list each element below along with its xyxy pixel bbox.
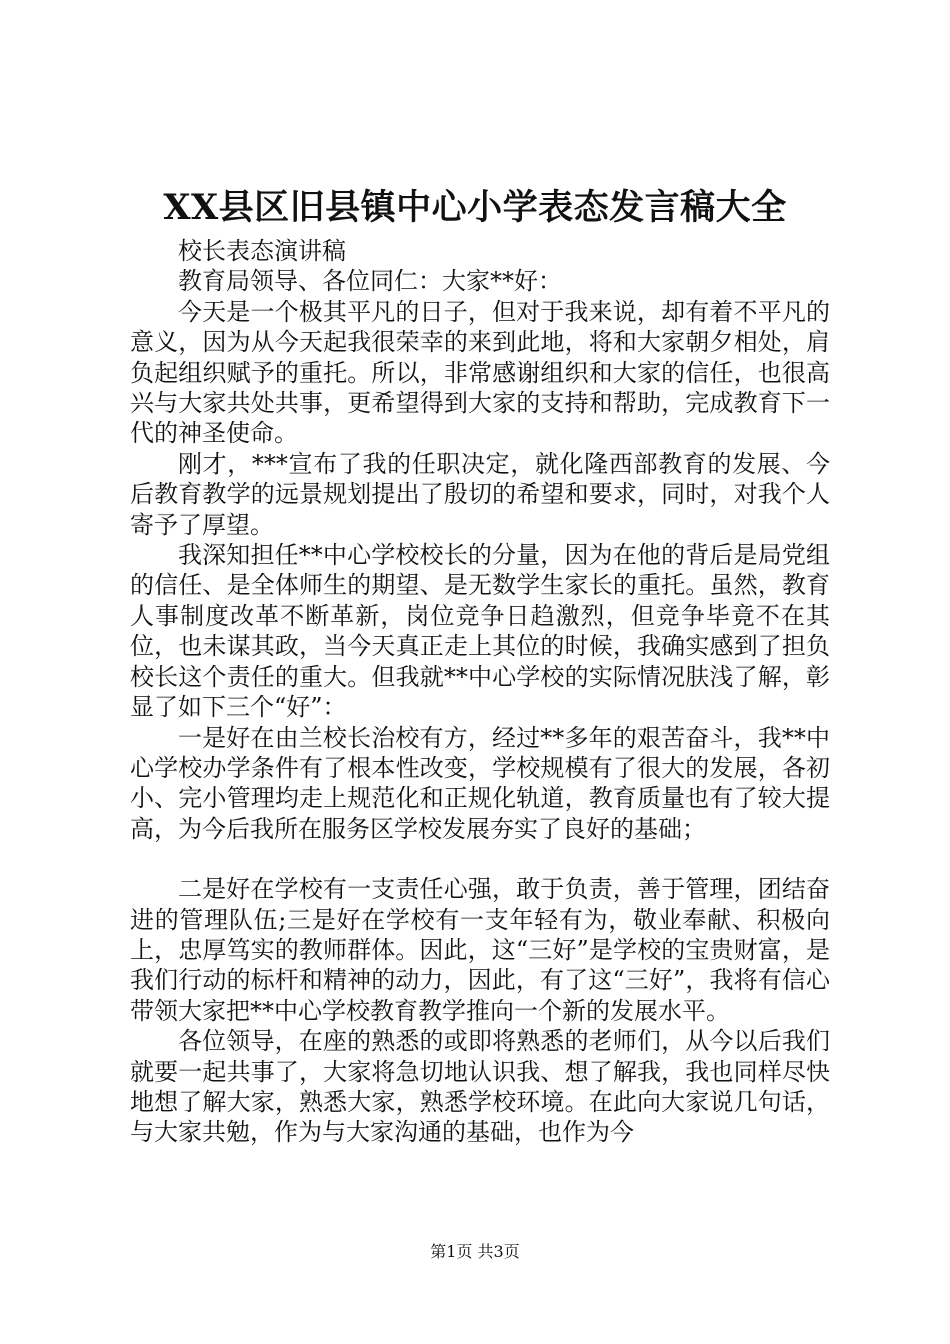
paragraph-salutation: 教育局领导、各位同仁：大家**好： [178,267,562,296]
paragraph: 刚才，***宣布了我的任职决定，就化隆西部教育的发展、今后教育教学的远景规划提出了殷切的希望和要求，同时，对我个人寄予了厚望。 [130,449,830,539]
paragraph-subtitle: 校长表态演讲稿 [178,237,346,265]
paragraph: 我深知担任**中心学校校长的分量，因为在他的背后是局党组的信任、是全体师生的期望、是无数学生家长的重托。虽然，教育人事制度改革不断革新，岗位竞争日趋激烈，但竞争毕竟不在其位，也未谋其政，当今天真正走上其位的时候，我确实感到了担负校长这个责任的重大。但我就**中心学校的实际情况肤浅了解，彰显了如下三个“好”： [130,541,830,722]
paragraph: 一是好在由兰校长治校有方，经过**多年的艰苦奋斗，我**中心学校办学条件有了根本性改变，学校规模有了很大的发展，各初小、完小管理均走上规范化和正规化轨道，教育质量也有了较大提高，为今后我所在服务区学校发展夯实了良好的基础； [130,723,830,843]
document-body [130,236,830,1148]
document-title: XX县区旧县镇中心小学表态发言稿大全 [163,187,787,228]
page-footer: 第1页 共3页 [430,1242,520,1261]
paragraph: 今天是一个极其平凡的日子，但对于我来说，却有着不平凡的意义，因为从今天起我很荣幸的来到此地，将和大家朝夕相处，肩负起组织赋予的重托。所以，非常感谢组织和大家的信任，也很高兴与大家共处共事，更希望得到大家的支持和帮助，完成教育下一代的神圣使命。 [130,297,830,448]
paragraph: 二是好在学校有一支责任心强，敢于负责，善于管理，团结奋进的管理队伍;三是好在学校有一支年轻有为，敬业奉献、积极向上，忠厚笃实的教师群体。因此，这“三好”是学校的宝贵财富，是我们行动的标杆和精神的动力，因此，有了这“三好”，我将有信心带领大家把**中心学校教育教学推向一个新的发展水平。 [130,875,830,1025]
paragraph: 各位领导，在座的熟悉的或即将熟悉的老师们，从今以后我们就要一起共事了，大家将急切地认识我、想了解我，我也同样尽快地想了解大家，熟悉大家，熟悉学校环境。在此向大家说几句话，与大家共勉，作为与大家沟通的基础，也作为今 [130,1027,830,1147]
